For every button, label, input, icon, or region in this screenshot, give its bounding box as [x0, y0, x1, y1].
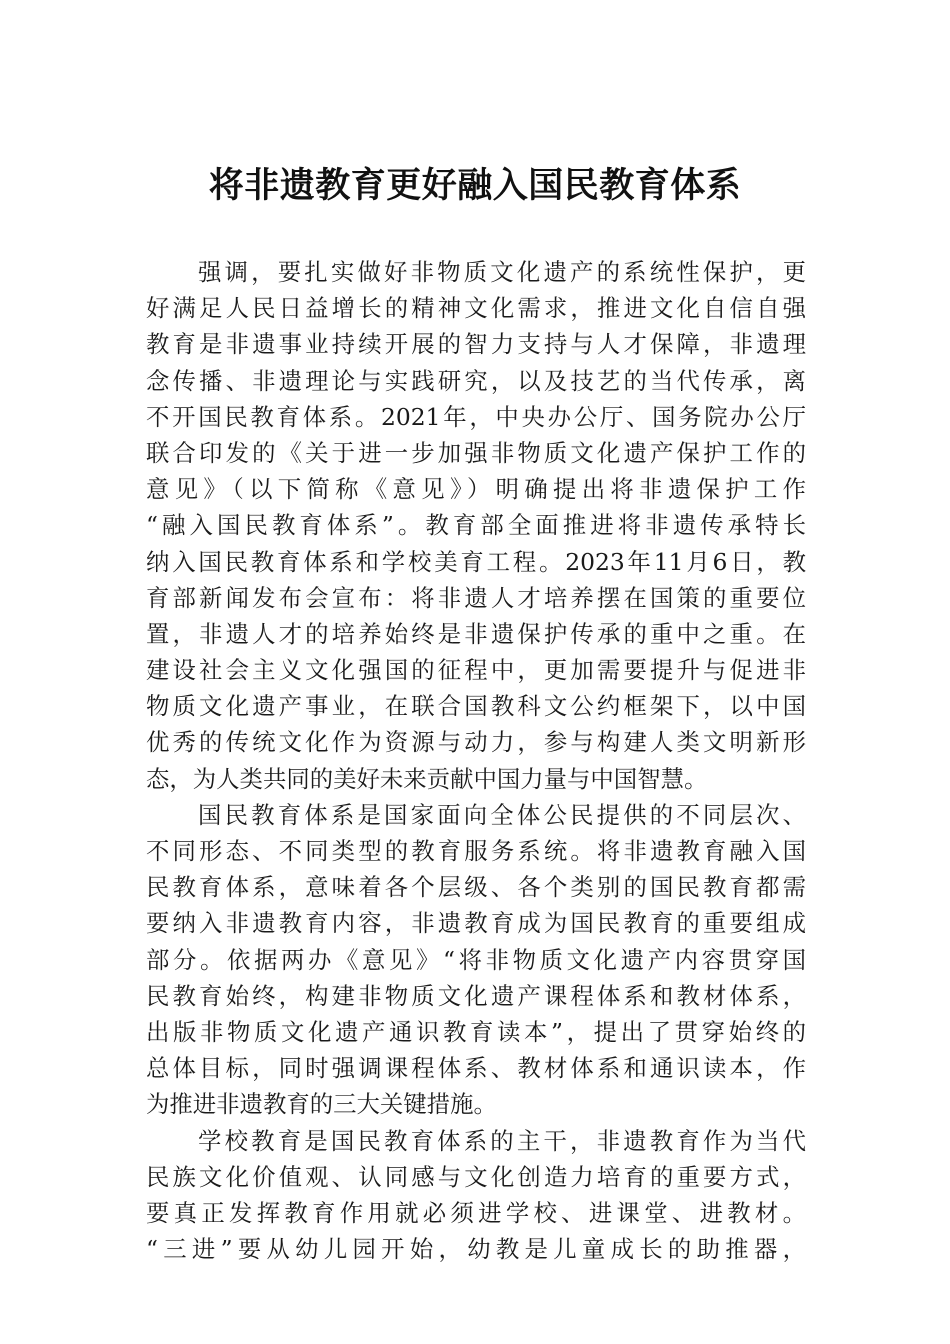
- paragraph-1-line-6: 联合印发的《关于进一步加强非物质文化遗产保护工作的: [146, 438, 806, 467]
- paragraph-1-line-15: 态，为人类共同的美好未来贡献中国力量与中国智慧。: [146, 764, 708, 793]
- paragraph-1-line-10: 育部新闻发布会宣布：将非遗人才培养摆在国策的重要位: [146, 583, 806, 612]
- paragraph-2-line-5: 部分。依据两办《意见》“将非物质文化遗产内容贯穿国: [146, 945, 806, 974]
- paragraph-1-line-3: 教育是非遗事业持续开展的智力支持与人才保障，非遗理: [146, 330, 806, 359]
- paragraph-1-line-5: 不开国民教育体系。2021年，中央办公厅、国务院办公厅: [146, 402, 806, 431]
- paragraph-3-line-4: “三进”要从幼儿园开始，幼教是儿童成长的助推器，: [146, 1235, 806, 1264]
- paragraph-2-line-4: 要纳入非遗教育内容，非遗教育成为国民教育的重要组成: [146, 909, 806, 938]
- paragraph-1-line-14: 优秀的传统文化作为资源与动力，参与构建人类文明新形: [146, 728, 806, 757]
- paragraph-1-line-1: 强调，要扎实做好非物质文化遗产的系统性保护，更: [198, 258, 806, 286]
- paragraph-1-line-11: 置，非遗人才的培养始终是非遗保护传承的重中之重。在: [146, 619, 806, 648]
- paragraph-2-line-2: 不同形态、不同类型的教育服务系统。将非遗教育融入国: [146, 837, 806, 865]
- document-title: 将非遗教育更好融入国民教育体系: [208, 165, 742, 206]
- paragraph-1-line-8: “融入国民教育体系”。教育部全面推进将非遗传承特长: [146, 511, 806, 540]
- paragraph-2-line-3: 民教育体系，意味着各个层级、各个类别的国民教育都需: [146, 873, 806, 902]
- paragraph-2-line-8: 总体目标，同时强调课程体系、教材体系和通识读本，作: [146, 1054, 806, 1083]
- paragraph-2-line-9: 为推进非遗教育的三大关键措施。: [146, 1090, 497, 1119]
- paragraph-3-line-2: 民族文化价值观、认同感与文化创造力培育的重要方式，: [146, 1162, 806, 1191]
- paragraph-1-line-9: 纳入国民教育体系和学校美育工程。2023年11月6日，教: [146, 547, 806, 576]
- paragraph-1-line-4: 念传播、非遗理论与实践研究，以及技艺的当代传承，离: [146, 366, 806, 395]
- paragraph-2-line-6: 民教育始终，构建非物质文化遗产课程体系和教材体系，: [146, 981, 806, 1010]
- paragraph-2-line-7: 出版非物质文化遗产通识教育读本”，提出了贯穿始终的: [146, 1017, 806, 1046]
- paragraph-1-line-12: 建设社会主义文化强国的征程中，更加需要提升与促进非: [146, 656, 806, 685]
- paragraph-2-line-1: 国民教育体系是国家面向全体公民提供的不同层次、: [198, 800, 806, 829]
- paragraph-1-line-7: 意见》（以下简称《意见》）明确提出将非遗保护工作: [146, 475, 806, 504]
- document-body: [146, 254, 806, 1267]
- paragraph-3-line-1: 学校教育是国民教育体系的主干，非遗教育作为当代: [198, 1126, 806, 1155]
- paragraph-1-line-13: 物质文化遗产事业，在联合国教科文公约框架下，以中国: [146, 692, 806, 721]
- paragraph-3-line-3: 要真正发挥教育作用就必须进学校、进课堂、进教材。: [146, 1198, 806, 1227]
- paragraph-1-line-2: 好满足人民日益增长的精神文化需求，推进文化自信自强: [146, 294, 806, 323]
